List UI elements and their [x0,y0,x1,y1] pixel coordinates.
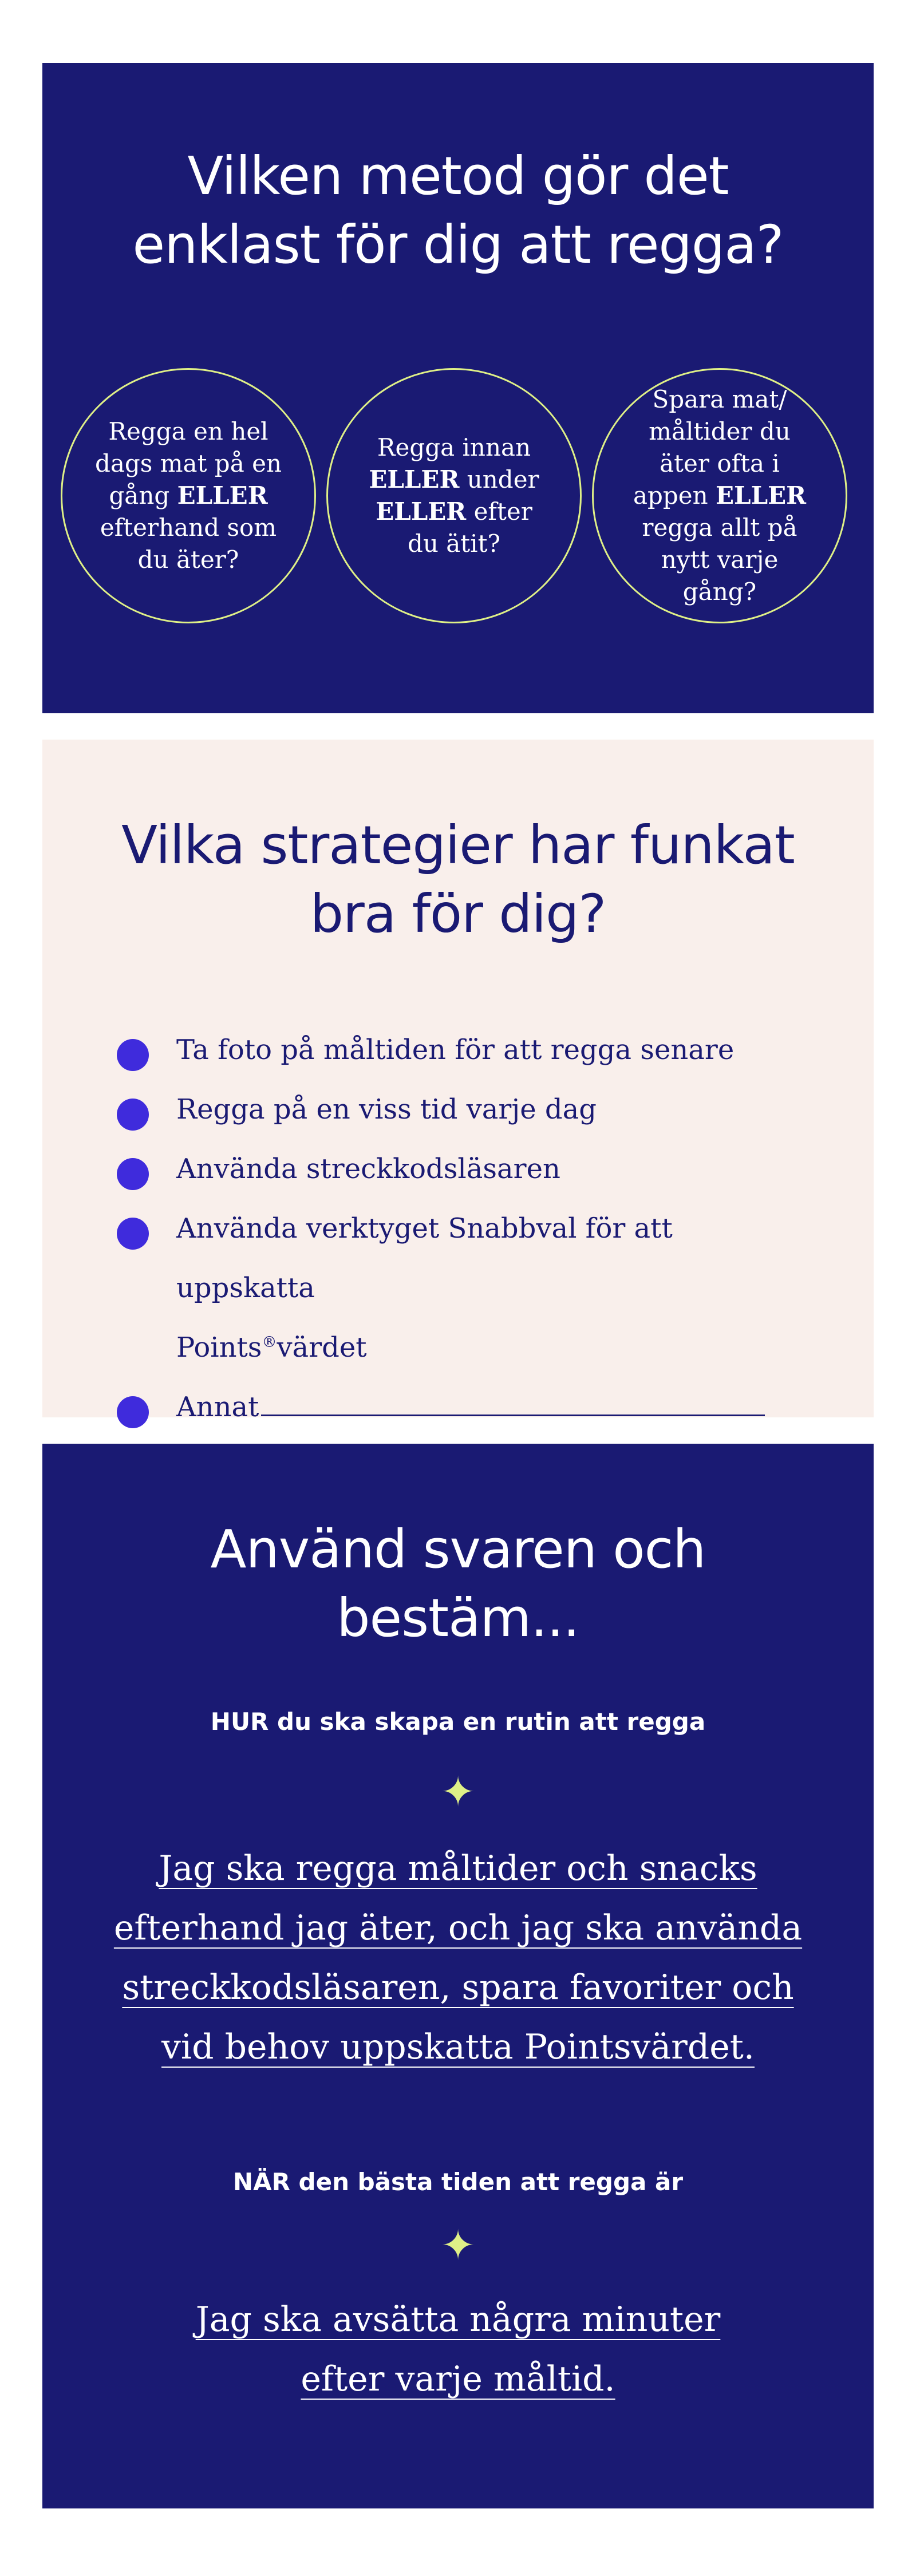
option-text: regga allt på nytt varje gång? [642,513,797,606]
method-option-circle [61,368,316,623]
list-item-label: Annat [176,1391,259,1423]
how-answer-line: efterhand jag äter, och jag ska använda [113,1908,803,1948]
bullet-dot-icon [117,1218,149,1250]
option-or-word: ELLER [716,481,807,509]
strategies-heading-line: bra för dig? [310,883,606,945]
method-option-circle [326,368,582,623]
when-answer-line: efter varje måltid. [301,2359,615,2399]
decide-heading-line: bestäm... [337,1587,579,1649]
method-panel [42,63,874,713]
list-item [117,1377,804,1437]
list-item-label: Ta foto på måltiden för att regga senare [176,1034,735,1066]
method-option-circle [592,368,847,623]
option-text: efter du ätit? [407,497,532,558]
option-text: efterhand som du äter? [100,513,277,574]
list-item-label: Använda verktyget Snabbval för att uppskatta [176,1212,673,1304]
when-label: NÄR den bästa tiden att regga är [232,2168,684,2196]
decide-heading [42,1515,874,1653]
bullet-dot-icon [117,1396,149,1428]
list-item-label: Använda streckkodsläsaren [176,1153,560,1185]
list-item [117,1139,804,1199]
how-answer [88,1839,828,2077]
list-item-label: Regga på en viss tid varje dag [176,1093,597,1125]
registered-mark: ® [262,1334,277,1351]
strategies-list [117,1020,804,1437]
list-item-label: Points [176,1332,262,1364]
list-item [117,1080,804,1139]
method-option-text [357,432,551,560]
how-answer-line: vid behov uppskatta Pointsvärdet. [161,2027,755,2067]
list-item [117,1020,804,1080]
method-heading-line: enklast för dig att regga? [132,214,784,275]
option-text: Regga innan [377,433,531,461]
decide-panel [42,1444,874,2508]
option-text: Spara mat/ måltider du äter ofta i appen [633,385,791,509]
how-answer-line: Jag ska regga måltider och snacks [159,1848,757,1888]
fill-in-line[interactable] [261,1379,765,1416]
method-heading-line: Vilken metod gör det [187,145,729,207]
how-label: HUR du ska skapa en rutin att regga [210,1708,706,1736]
bullet-dot-icon [117,1099,149,1131]
sparkle-icon: ✦ [440,1768,476,1816]
option-or-word: ELLER [369,465,460,493]
list-item [117,1199,804,1377]
method-option-text [91,416,286,576]
option-text: under [459,465,539,493]
when-answer [88,2290,828,2409]
option-text: Regga en hel dags mat på en gång [95,417,282,509]
how-answer-line: streckkodsläsaren, spara favoriter och [122,1967,794,2008]
strategies-heading [42,811,874,949]
bullet-dot-icon [117,1158,149,1190]
option-or-word: ELLER [177,481,268,509]
bullet-dot-icon [117,1039,149,1071]
method-option-text [622,384,817,608]
sparkle-icon: ✦ [440,2221,476,2269]
when-answer-line: Jag ska avsätta några minuter [195,2300,721,2340]
strategies-panel [42,740,874,1423]
decide-heading-line: Använd svaren och [210,1519,706,1580]
method-heading [42,142,874,279]
list-item-label: värdet [277,1332,367,1364]
option-or-word: ELLER [376,497,467,526]
strategies-heading-line: Vilka strategier har funkat [121,815,795,876]
